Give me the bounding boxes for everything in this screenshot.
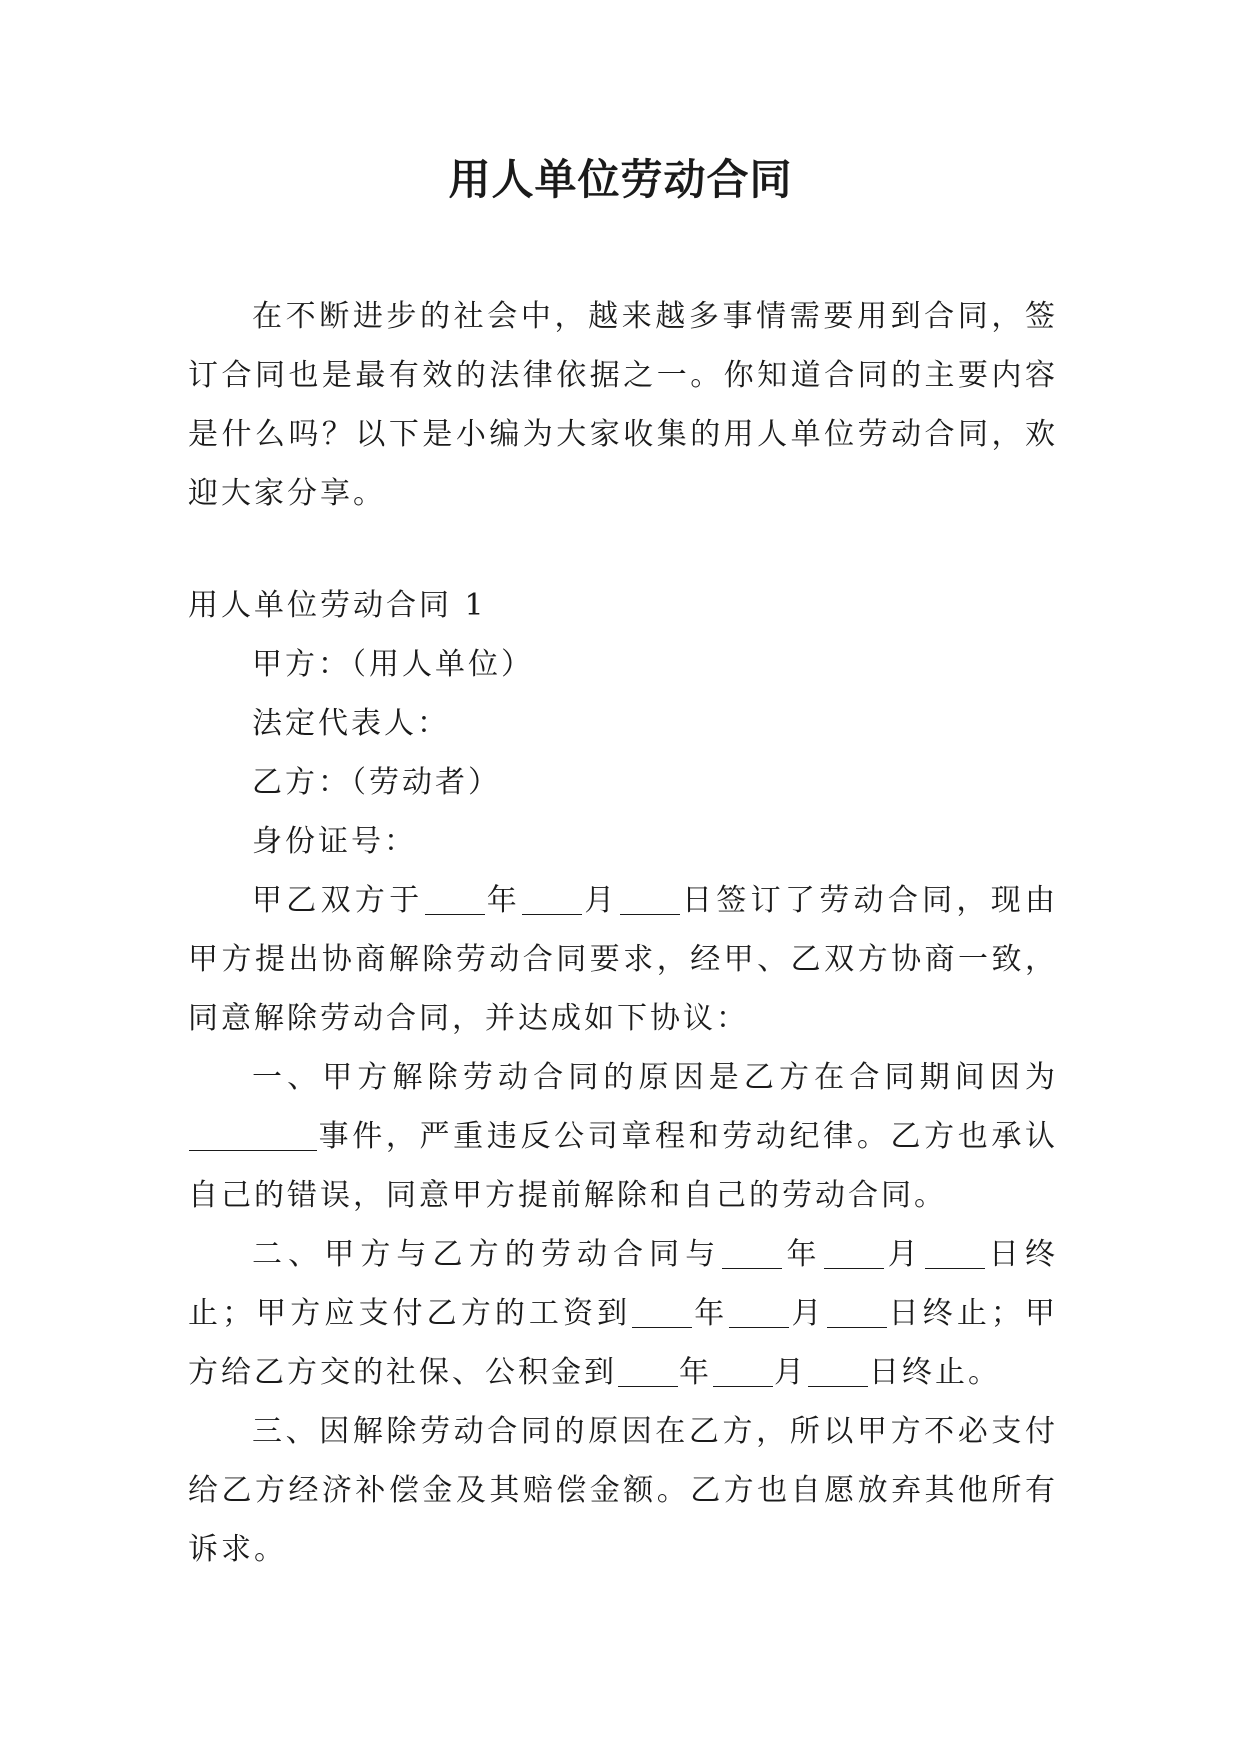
text-fragment: 日终止；甲方给乙方交的社保、公积金到 (188, 1296, 1059, 1390)
text-fragment: 年 (783, 1237, 823, 1272)
id-number-line: 身份证号： (252, 824, 417, 859)
text-fragment: 月 (790, 1296, 826, 1331)
blank-line (620, 884, 680, 915)
section-heading: 用人单位劳动合同 1 (188, 588, 487, 623)
legal-representative-line: 法定代表人： (252, 706, 450, 741)
text-fragment: 事件，严重违反公司章程和劳动纪律。乙方也承认自己的错误，同意甲方提前解除和自己的劳动合同。 (188, 1119, 1058, 1213)
blank-line (808, 1356, 868, 1387)
party-b-line: 乙方：（劳动者） (252, 765, 501, 800)
text-fragment: 甲乙双方于 (252, 883, 424, 918)
text-fragment: 一、甲方解除劳动合同的原因是乙方在合同期间因为 (252, 1060, 1058, 1095)
blank-line (925, 1238, 985, 1269)
blank-line (425, 884, 485, 915)
intro-section (188, 287, 1058, 523)
text-fragment: 二、甲方与乙方的劳动合同与 (252, 1237, 722, 1272)
clause-2 (188, 1225, 1058, 1402)
agreement-paragraph (188, 871, 1058, 1048)
blank-line (713, 1356, 773, 1387)
text-fragment: 月 (884, 1237, 924, 1272)
clause-3: 三、因解除劳动合同的原因在乙方，所以甲方不必支付给乙方经济补偿金及其赔偿金额。乙方也自愿放弃其他所有诉求。 (188, 1414, 1058, 1567)
blank-line (189, 1120, 317, 1151)
blank-line (827, 1297, 887, 1328)
text-fragment: 日终止。 (869, 1355, 1001, 1390)
blank-line (618, 1356, 678, 1387)
clause-1 (188, 1048, 1058, 1225)
contract-section (188, 576, 1058, 1579)
text-fragment: 月 (583, 883, 619, 918)
text-fragment: 年 (679, 1355, 712, 1390)
blank-line (632, 1297, 692, 1328)
document-title: 用人单位劳动合同 (448, 155, 793, 204)
text-fragment: 月 (774, 1355, 807, 1390)
blank-line (824, 1238, 884, 1269)
text-fragment: 日终止；甲方应支付乙方的工资到 (188, 1237, 1059, 1331)
text-fragment: 年 (485, 883, 522, 918)
party-a-line: 甲方：（用人单位） (252, 647, 534, 682)
intro-paragraph: 在不断进步的社会中，越来越多事情需要用到合同，签订合同也是最有效的法律依据之一。你知道合同的主要内容是什么吗？以下是小编为大家收集的用人单位劳动合同，欢迎大家分享。 (188, 299, 1058, 511)
blank-line (522, 884, 582, 915)
text-fragment: 年 (693, 1296, 729, 1331)
blank-line (729, 1297, 789, 1328)
blank-line (722, 1238, 782, 1269)
text-fragment: 日签订了劳动合同，现由甲方提出协商解除劳动合同要求，经甲、乙双方协商一致，同意解除劳动合同，并达成如下协议： (188, 883, 1059, 1036)
